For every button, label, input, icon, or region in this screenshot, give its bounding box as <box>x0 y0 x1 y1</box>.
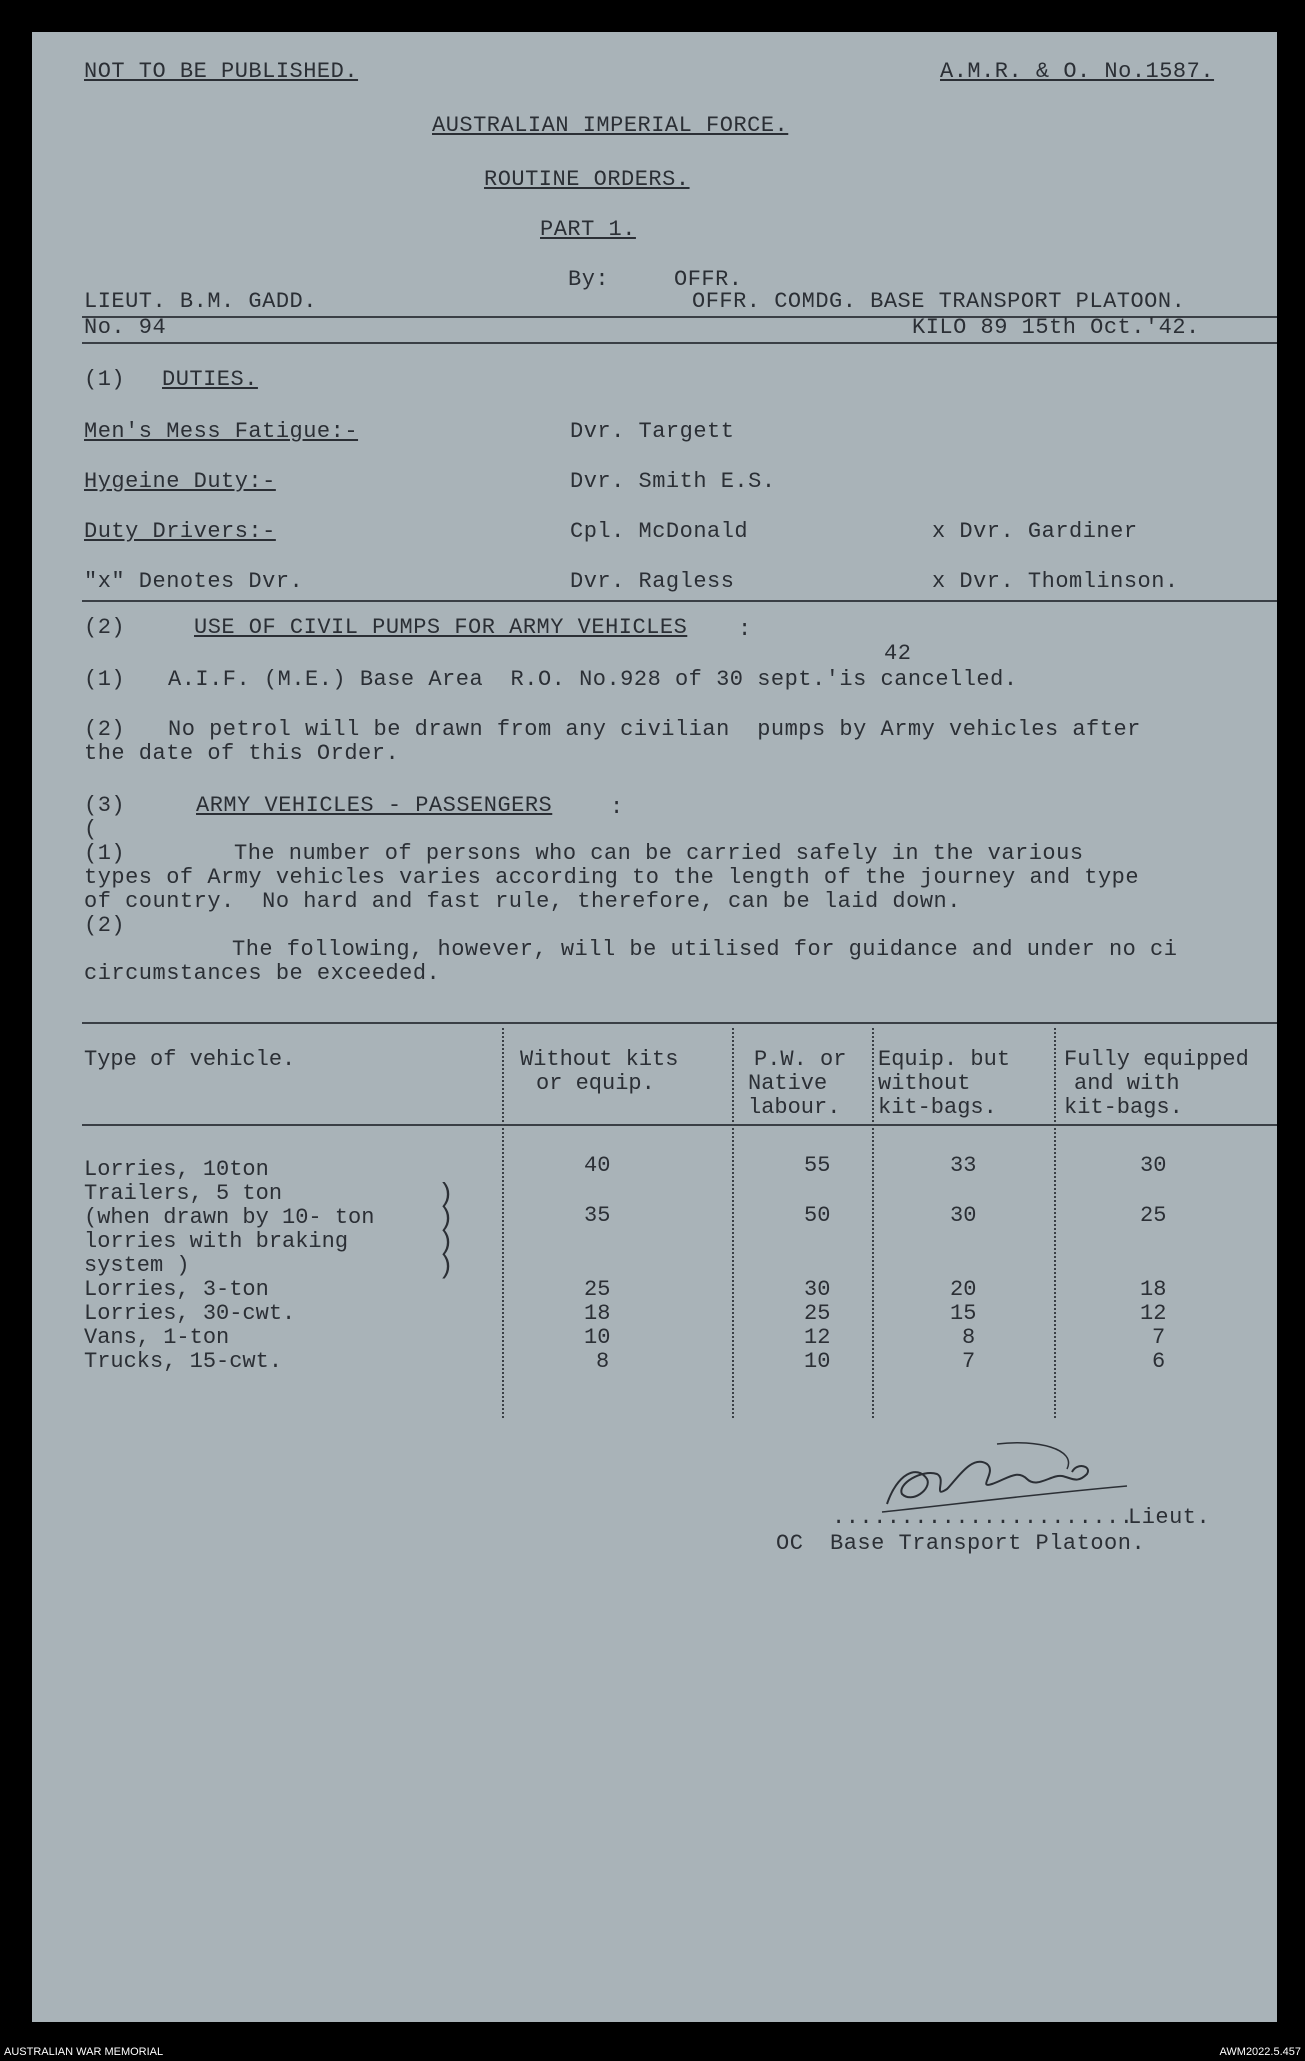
section3-p2-line2: circumstances be exceeded. <box>84 961 441 986</box>
capacity-value: 33 <box>950 1153 977 1178</box>
table-header-col2-l3: labour. <box>748 1095 841 1120</box>
capacity-value: 6 <box>1152 1349 1166 1374</box>
capacity-value: 30 <box>804 1277 831 1302</box>
section2-p1: A.I.F. (M.E.) Base Area R.O. No.928 of 30 sept.'is cancelled. <box>168 667 1018 692</box>
section3-bracket: ( <box>84 817 98 842</box>
section3-p2-line1: The following, however, will be utilised for guidance and under no ci <box>232 937 1178 962</box>
header-rule-2 <box>82 342 1277 344</box>
vehicle-type: Vans, 1-ton <box>84 1325 230 1350</box>
section1-number: (1) <box>84 367 126 392</box>
table-header-type: Type of vehicle. <box>84 1047 296 1072</box>
restriction-note: NOT TO BE PUBLISHED. <box>84 59 359 84</box>
signature-unit: Base Transport Platoon. <box>830 1531 1146 1556</box>
table-header-col1-l2: or equip. <box>536 1071 655 1096</box>
document-sheet <box>32 32 1277 2022</box>
section2-heading: USE OF CIVIL PUMPS FOR ARMY VEHICLES <box>194 615 688 640</box>
table-header-col4-l2: and with <box>1074 1071 1180 1096</box>
capacity-value: 25 <box>1140 1203 1167 1228</box>
section2-p2-line1: No petrol will be drawn from any civilian pumps by Army vehicles after <box>168 717 1141 742</box>
capacity-value: 8 <box>962 1325 976 1350</box>
vehicle-type: Trucks, 15-cwt. <box>84 1349 283 1374</box>
duty-assignee: Cpl. McDonald <box>570 519 749 544</box>
archive-reference: AWM2022.5.457 <box>1219 2046 1301 2058</box>
vehicle-type-detail: lorries with braking <box>84 1229 349 1254</box>
capacity-value: 25 <box>584 1277 611 1302</box>
duty-label: Duty Drivers:- <box>84 519 276 544</box>
capacity-value: 30 <box>950 1203 977 1228</box>
capacity-value: 50 <box>804 1203 831 1228</box>
capacity-value: 10 <box>804 1349 831 1374</box>
section3-heading: ARMY VEHICLES - PASSENGERS <box>196 793 553 818</box>
duty-assignee-extra: x Dvr. Thomlinson. <box>932 569 1179 594</box>
capacity-value: 35 <box>584 1203 611 1228</box>
section2-p2-line2: the date of this Order. <box>84 741 400 766</box>
title-orders: ROUTINE ORDERS. <box>484 167 690 192</box>
capacity-value: 12 <box>1140 1301 1167 1326</box>
duty-label: Hygeine Duty:- <box>84 469 276 494</box>
duty-assignee: Dvr. Ragless <box>570 569 735 594</box>
table-header-col2-l2: Native <box>748 1071 828 1096</box>
duty-assignee: Dvr. Smith E.S. <box>570 469 776 494</box>
archive-credit: AUSTRALIAN WAR MEMORIAL <box>4 2046 164 2058</box>
table-header-col3: Equip. but <box>878 1047 1011 1072</box>
capacity-value: 18 <box>584 1301 611 1326</box>
section3-p1-line2: types of Army vehicles varies according to the length of the journey and type <box>84 865 1140 890</box>
section3-heading-suffix: : <box>610 795 624 820</box>
capacity-value: 8 <box>596 1349 610 1374</box>
section3-p1-number: (1) <box>84 841 126 866</box>
capacity-value: 12 <box>804 1325 831 1350</box>
section3-p1-line1: The number of persons who can be carried safely in the various <box>234 841 1084 866</box>
column-separator <box>502 1028 514 1418</box>
capacity-value: 55 <box>804 1153 831 1178</box>
column-separator <box>732 1028 744 1418</box>
order-number: No. 94 <box>84 315 167 340</box>
column-separator <box>1054 1028 1066 1418</box>
duty-label: "x" Denotes Dvr. <box>84 569 304 594</box>
title-part: PART 1. <box>540 217 636 242</box>
order-reference: A.M.R. & O. No.1587. <box>940 59 1215 84</box>
by-label: By: <box>568 267 610 292</box>
by-reference: OFFR. <box>674 267 743 292</box>
section2-number: (2) <box>84 615 126 640</box>
section1-heading: DUTIES. <box>162 367 258 392</box>
table-header-col1: Without kits <box>520 1047 679 1072</box>
capacity-value: 10 <box>584 1325 611 1350</box>
section2-p2-number: (2) <box>84 717 126 742</box>
table-header-col2: P.W. or <box>754 1047 847 1072</box>
officer-office: OFFR. COMDG. BASE TRANSPORT PLATOON. <box>692 289 1186 314</box>
vehicle-type-detail: system ) <box>84 1253 190 1278</box>
vehicle-type: Trailers, 5 ton <box>84 1181 283 1206</box>
vehicle-type: Lorries, 30-cwt. <box>84 1301 296 1326</box>
signature-unit-prefix: OC <box>776 1531 804 1556</box>
capacity-value: 20 <box>950 1277 977 1302</box>
section2-heading-suffix: : <box>738 617 752 642</box>
signature-rank: Lieut. <box>1128 1505 1211 1530</box>
table-header-col4-l3: kit-bags. <box>1064 1095 1183 1120</box>
vehicle-type-detail: (when drawn by 10- ton <box>84 1205 375 1230</box>
section2-insert: 42 <box>884 641 912 666</box>
title-force: AUSTRALIAN IMPERIAL FORCE. <box>432 113 789 138</box>
duty-assignee: Dvr. Targett <box>570 419 735 444</box>
capacity-value: 40 <box>584 1153 611 1178</box>
capacity-value: 15 <box>950 1301 977 1326</box>
place-date: KILO 89 15th Oct.'42. <box>912 315 1200 340</box>
section3-p1-line3: of country. No hard and fast rule, therefore, can be laid down. <box>84 889 961 914</box>
section3-p2-number: (2) <box>84 913 126 938</box>
column-separator <box>872 1028 884 1418</box>
section3-number: (3) <box>84 793 126 818</box>
table-header-col3-l3: kit-bags. <box>878 1095 997 1120</box>
table-top-rule <box>82 1022 1277 1024</box>
duty-assignee-extra: x Dvr. Gardiner <box>932 519 1138 544</box>
capacity-value: 25 <box>804 1301 831 1326</box>
vehicle-type: Lorries, 3-ton <box>84 1277 269 1302</box>
row-brace: ) ) ) ) <box>438 1179 454 1281</box>
table-header-col3-l2: without <box>878 1071 971 1096</box>
capacity-value: 7 <box>962 1349 976 1374</box>
vehicle-type: Lorries, 10ton <box>84 1157 269 1182</box>
capacity-value: 18 <box>1140 1277 1167 1302</box>
signature-dots: ...................... <box>832 1505 1134 1530</box>
section2-p1-number: (1) <box>84 667 126 692</box>
duty-label: Men's Mess Fatigue:- <box>84 419 359 444</box>
capacity-value: 7 <box>1152 1325 1166 1350</box>
table-header-col4: Fully equipped <box>1064 1047 1249 1072</box>
table-header-rule <box>82 1124 1277 1126</box>
officer-name: LIEUT. B.M. GADD. <box>84 289 317 314</box>
section-rule <box>82 600 1277 602</box>
capacity-value: 30 <box>1140 1153 1167 1178</box>
